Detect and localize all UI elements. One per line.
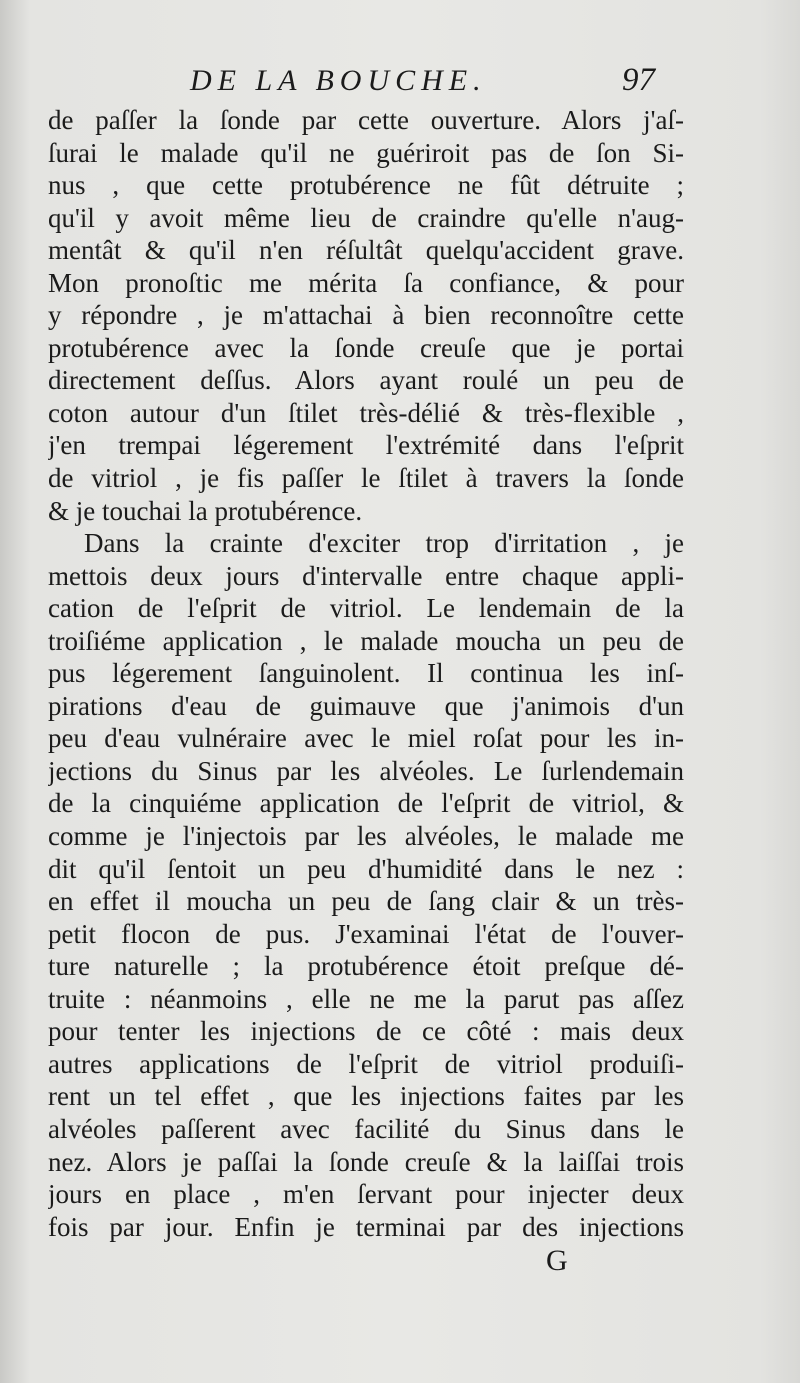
text-line: cation de l'eſprit de vitriol. Le lendemain de la	[48, 593, 684, 624]
text-line: troiſiéme application , le malade moucha un peu de	[48, 625, 684, 656]
text-line: coton autour d'un ſtilet très-délié & très-flexible ,	[48, 397, 684, 428]
text-line: dit qu'il ſentoit un peu d'humidité dans le nez :	[48, 853, 684, 884]
text-line: de paſſer la ſonde par cette ouverture. Alors j'aſ-	[48, 105, 684, 135]
text-line: mettois deux jours d'intervalle entre chaque appli-	[48, 560, 684, 591]
text-line: fois par jour. Enfin je terminai par des injections	[48, 1211, 684, 1242]
text-line: qu'il y avoit même lieu de craindre qu'elle n'aug-	[48, 202, 684, 233]
body-text	[48, 104, 684, 1243]
text-line: de vitriol , je fis paſſer le ſtilet à travers la ſonde	[48, 463, 684, 494]
text-line: comme je l'injectois par les alvéoles, le malade me	[48, 821, 684, 852]
text-line: nus , que cette protubérence ne fût détruite ;	[48, 170, 684, 201]
text-line: en effet il moucha un peu de ſang clair & un très-	[48, 886, 684, 917]
text-line: peu d'eau vulnéraire avec le miel roſat pour les in-	[48, 723, 684, 754]
text-line: nez. Alors je paſſai la ſonde creuſe & la laiſſai trois	[48, 1146, 684, 1177]
text-line: alvéoles paſſerent avec facilité du Sinus dans le	[48, 1113, 684, 1144]
text-line: & je touchai la protubérence.	[48, 495, 363, 526]
text-line: y répondre , je m'attachai à bien reconnoître cette	[48, 300, 684, 331]
text-line: de la cinquiéme application de l'eſprit de vitriol, &	[48, 788, 684, 819]
text-line: pour tenter les injections de ce côté : mais deux	[48, 1016, 684, 1047]
text-line: Mon pronoſtic me mérita ſa confiance, & pour	[48, 267, 684, 298]
running-title: DE LA BOUCHE.	[190, 64, 487, 97]
text-line: truite : néanmoins , elle ne me la parut pas aſſez	[48, 983, 684, 1014]
text-line: pus légerement ſanguinolent. Il continua les inſ-	[48, 658, 684, 689]
text-line: ture naturelle ; la protubérence étoit preſque dé-	[48, 951, 684, 982]
text-line: jections du Sinus par les alvéoles. Le ſurlendemain	[48, 755, 684, 786]
signature-mark: G	[546, 1244, 568, 1277]
text-line: j'en trempai légerement l'extrémité dans l'eſprit	[48, 430, 684, 461]
text-line: protubérence avec la ſonde creuſe que je portai	[48, 332, 684, 363]
text-line: ſurai le malade qu'il ne guériroit pas de ſon Si-	[48, 137, 684, 168]
text-line: petit flocon de pus. J'examinai l'état de l'ouver-	[48, 918, 684, 949]
page-number: 97	[622, 62, 655, 98]
text-line: rent un tel effet , que les injections faites par les	[48, 1081, 684, 1112]
text-line: Dans la crainte d'exciter trop d'irritation , je	[84, 528, 684, 559]
text-line: autres applications de l'eſprit de vitriol produiſi-	[48, 1048, 684, 1079]
text-line: directement deſſus. Alors ayant roulé un peu de	[48, 365, 684, 396]
text-line: jours en place , m'en ſervant pour injecter deux	[48, 1179, 684, 1210]
text-line: pirations d'eau de guimauve que j'animois d'un	[48, 690, 684, 721]
text-line: mentât & qu'il n'en réſultât quelqu'accident grave.	[48, 235, 684, 266]
